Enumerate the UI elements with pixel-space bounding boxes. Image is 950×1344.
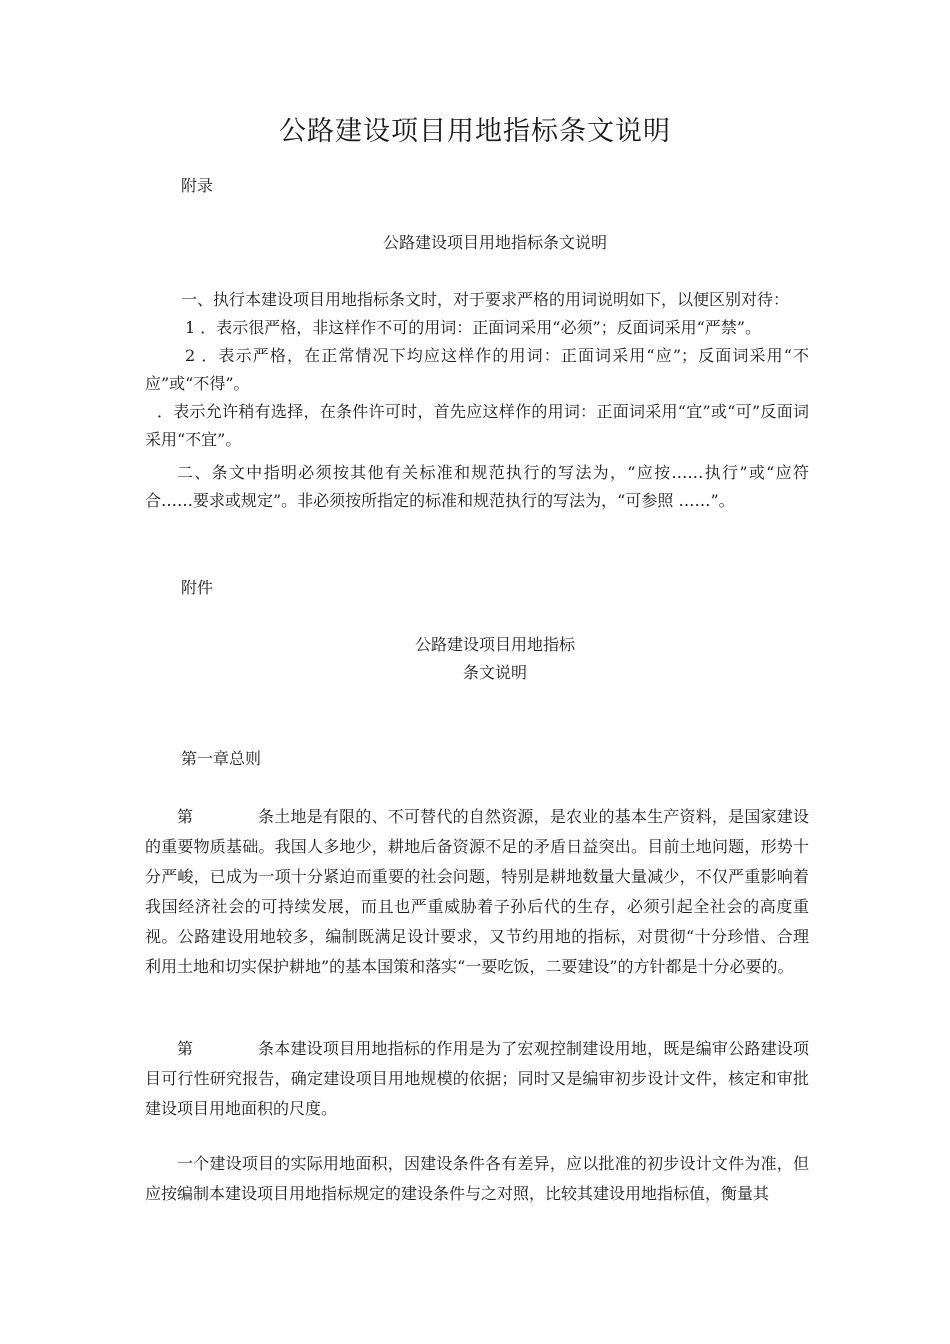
usage-item-2: 2 ．表示严格，在正常情况下均应这样作的用词：正面词采用“应”；反面词采用“不应”或“不得”。: [145, 346, 809, 393]
usage-item-3: ．表示允许稍有选择，在条件许可时，首先应这样作的用词：正面词采用“宜”或“可”反面词采用“不宜”。: [145, 402, 809, 449]
page-title: 公路建设项目用地指标条文说明: [279, 116, 671, 147]
article-paragraph-land: 第 条土地是有限的、不可替代的自然资源，是农业的基本生产资料，是国家建设的重要物质基础。我国人多地少，耕地后备资源不足的矛盾日益突出。目前土地问题，形势十分严峻，已成为一项十分紧迫而重要的社会问题，特别是耕地数量大量减少，不仅严重影响着我国经济社会的可持续发展，而且也严重威胁着子孙后代的生存，必须引起全社会的高度重视。公路建设用地较多，编制既满足设计要求，又节约用地的指标，对贯彻“十分珍惜、合理利用土地和切实保护耕地”的基本国策和落实“一要吃饭，二要建设”的方针都是十分必要的。: [145, 807, 809, 976]
usage-section-2: 二、条文中指明必须按其他有关标准和规范执行的写法为，“应按……执行”或“应符合……要求或规定”。非必须按所指定的标准和规范执行的写法为，“可参照 ……”。: [145, 463, 809, 510]
usage-intro: 一、执行本建设项目用地指标条文时，对于要求严格的用词说明如下，以便区别对待：: [181, 290, 790, 309]
appendix-subtitle: 公路建设项目用地指标条文说明: [382, 233, 607, 252]
usage-item-1: 1 ．表示很严格，非这样作不可的用词：正面词采用“必须”；反面词采用“严禁”。: [185, 318, 761, 337]
chapter-heading: 第一章总则: [181, 749, 262, 768]
article-paragraph-purpose: 第 条本建设项目用地指标的作用是为了宏观控制建设用地，既是编审公路建设项目可行性研究报告，确定建设项目用地规模的依据；同时又是编审初步设计文件，核定和审批建设项目用地面积的尺度。: [145, 1039, 809, 1118]
attachment-title-line-2: 条文说明: [462, 663, 527, 682]
appendix-label: 附录: [181, 176, 214, 195]
paragraph-actual-area: 一个建设项目的实际用地面积，因建设条件各有差异，应以批准的初步设计文件为准，但应按编制本建设项目用地指标规定的建设条件与之对照，比较其建设用地指标值，衡量其: [145, 1154, 809, 1203]
attachment-label: 附件: [181, 578, 214, 597]
attachment-title-line-1: 公路建设项目用地指标: [414, 635, 575, 654]
